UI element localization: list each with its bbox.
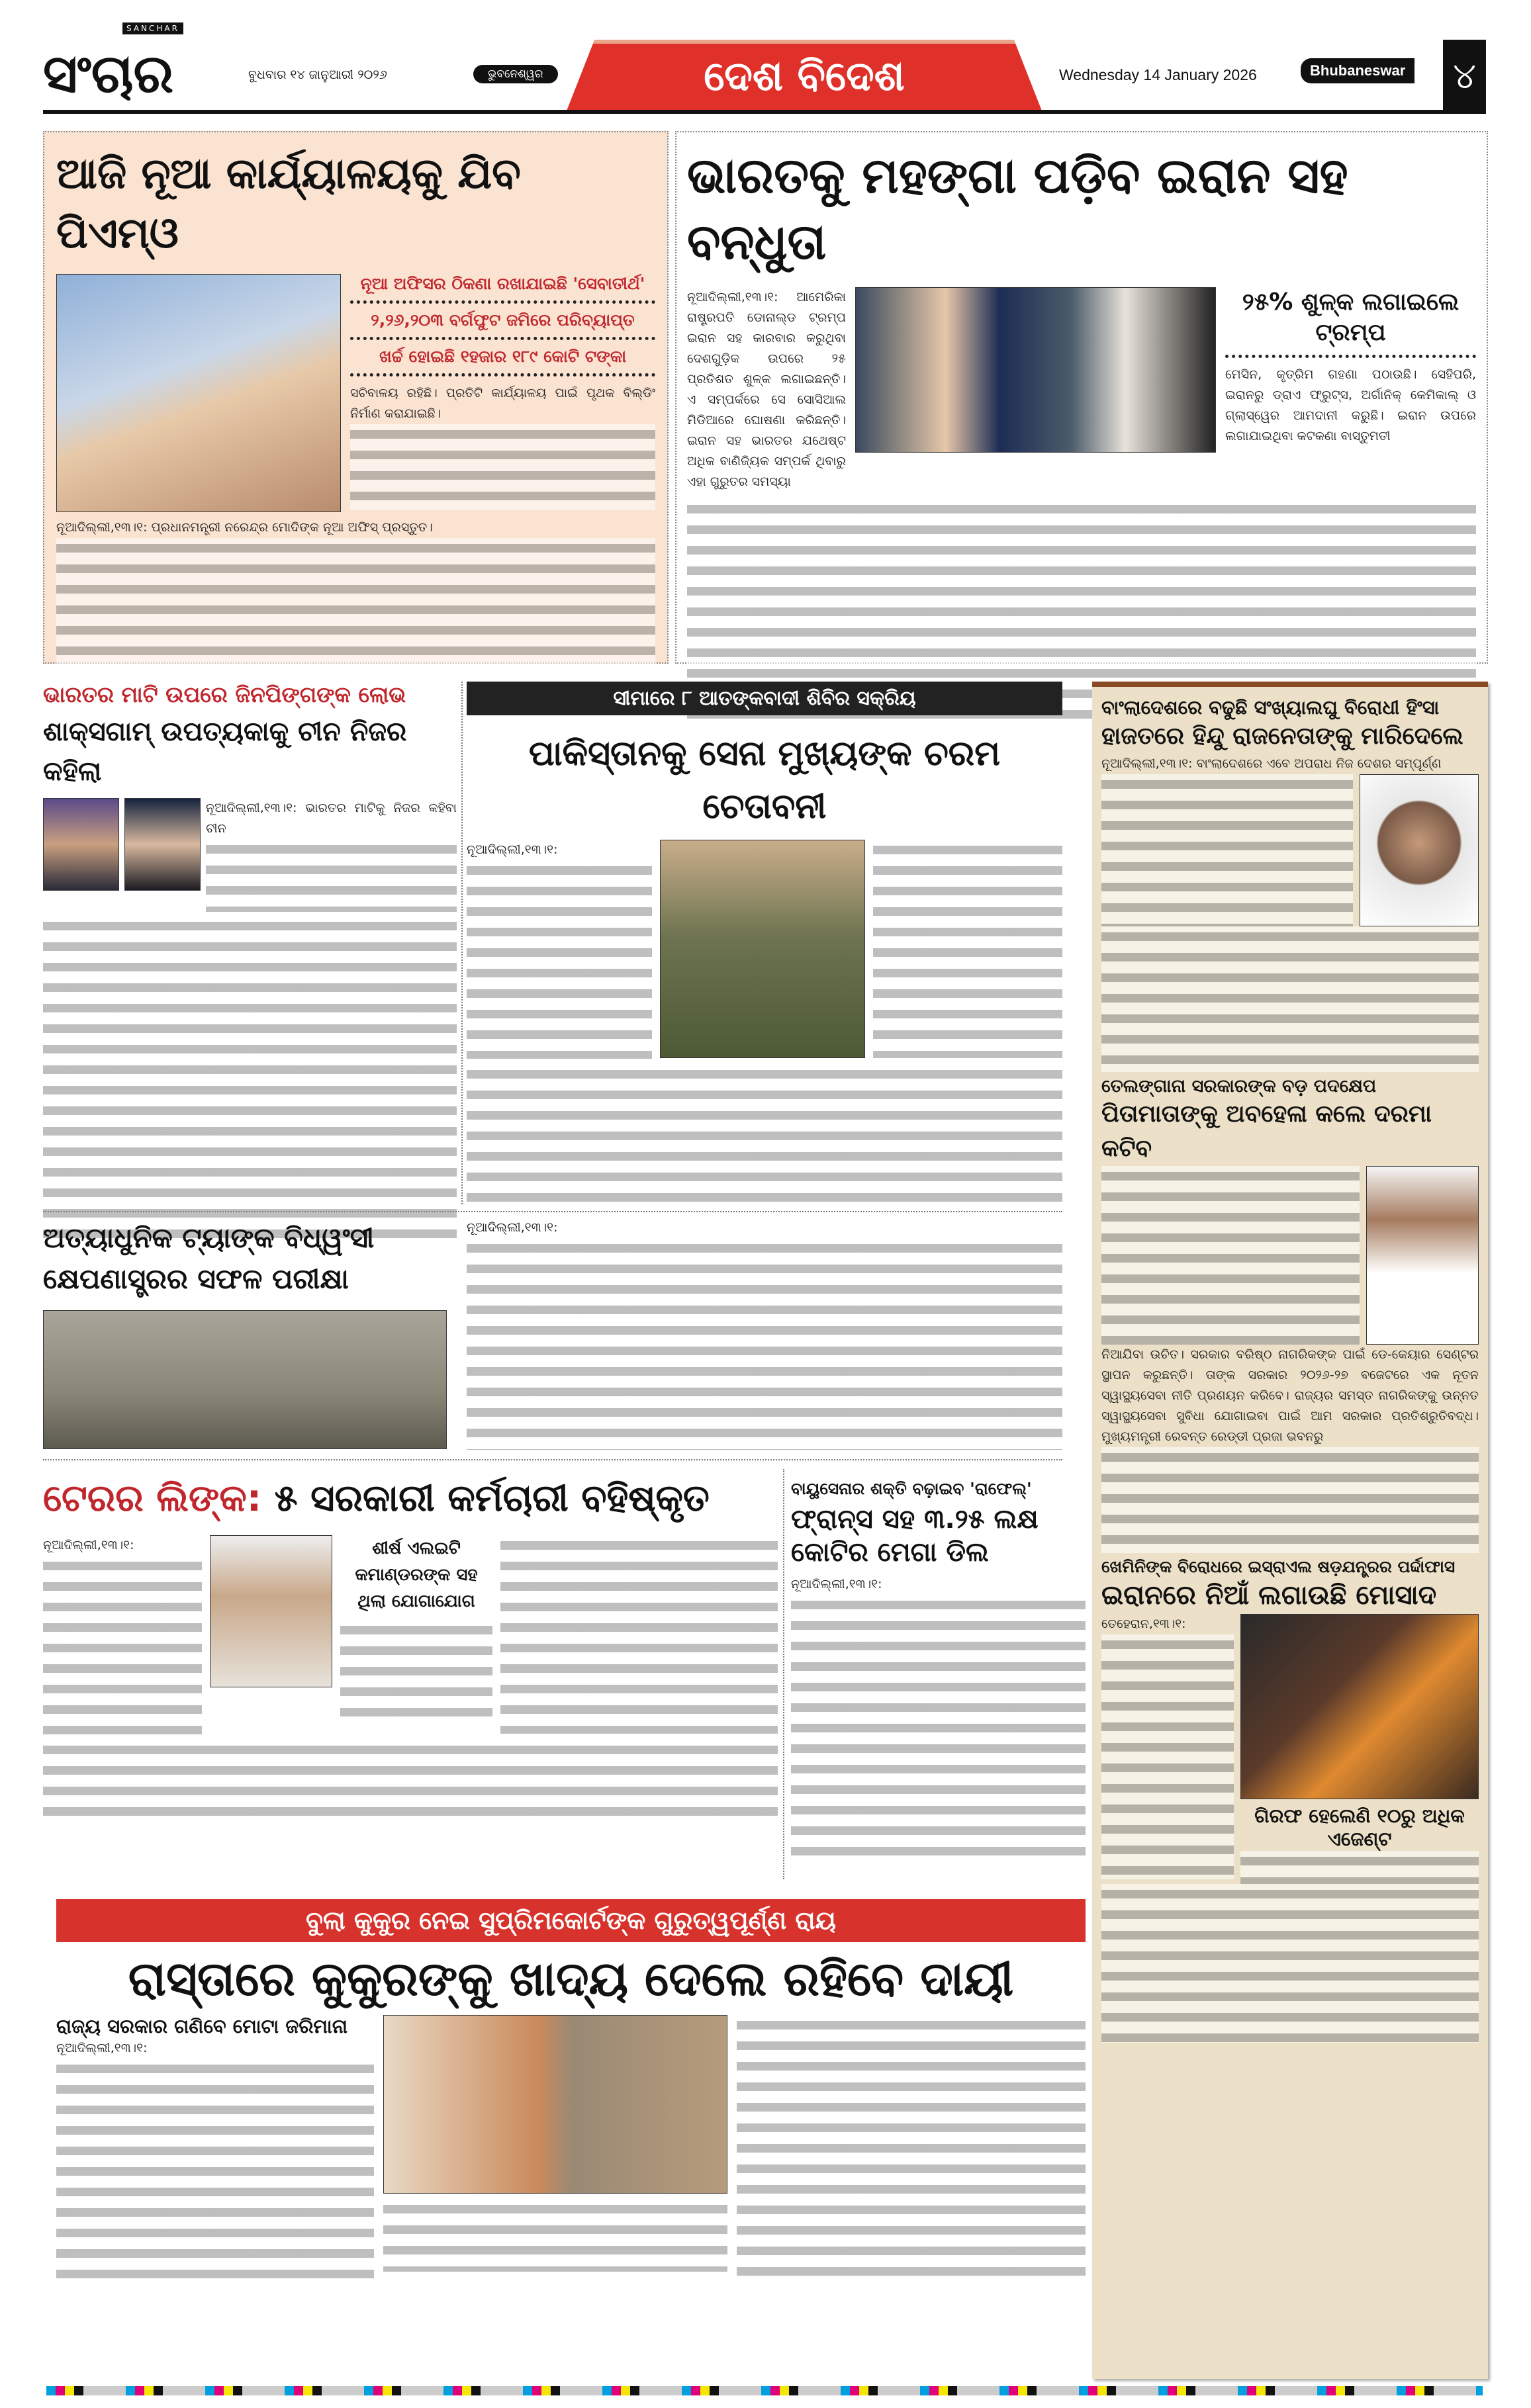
iran-india-side-text: ମେସିନ, କୃତ୍ରିମ ଗହଣା ପଠାଉଛି। ସେହିପରି, ଇରାନରୁ ଡ୍ରାଏ ଫ୍ରୁଟ୍‌ସ, ଅର୍ଗାନିକ୍ କେମିକାଲ୍ ଓ ଗ୍ଲାସ୍‌ୱେର ଆମଦାନୀ କରୁଛି। ଇରାନ ଉପରେ ଲଗାଯାଇଥିବା କଟକଣା ବାସ୍ତୁମତୀ	[1225, 367, 1476, 443]
pmo-lead: ନୂଆଦିଲ୍ଲୀ,୧୩।୧: ପ୍ରଧାନମନ୍ତ୍ରୀ ନରେନ୍ଦ୍ର ମୋଦିଙ୍କ ନୂଆ ଅଫିସ୍ ପ୍ରସ୍ତୁତ।	[56, 520, 433, 535]
terror-story	[43, 1469, 778, 1879]
masthead-rule	[43, 110, 1486, 114]
photo-official-2	[124, 798, 201, 891]
row-divider	[43, 1211, 1062, 1212]
text-block	[43, 916, 457, 1247]
print-color-bar	[46, 2386, 1483, 2395]
photo-revanth-reddy	[1366, 1166, 1479, 1345]
city-odia-pill: ଭୁବନେଶ୍ୱର	[473, 65, 558, 83]
text-block	[467, 1064, 1062, 1210]
photo-pm-modi	[56, 274, 341, 512]
text-block	[1101, 926, 1479, 1072]
mossad-sub: ଗିରଫ ହେଲେଣି ୧୦ରୁ ଅଧିକ ଏଜେଣ୍ଟ	[1254, 1805, 1465, 1850]
text-block	[340, 1620, 492, 1726]
pmo-sub-3: ଖର୍ଚ୍ଚ ହୋଇଛି ୧ହଜାର ୧୮୯ କୋଟି ଟଙ୍କା	[379, 347, 627, 366]
telangana-text: ନିଆଯିବା ଉଚିତ। ସରକାର ବରିଷ୍ଠ ନାଗରିକଙ୍କ ପାଇଁ ଡେ-କେୟାର ସେଣ୍ଟର ସ୍ଥାପନ କରୁଛନ୍ତି। ତାଙ୍କ ସରକାର ୨୦୨୬-୨୭ ବଜେଟରେ ଏକ ନୂତନ ସ୍ୱାସ୍ଥ୍ୟସେବା ନୀତି ପ୍ରଣୟନ କରିବେ। ରାଜ୍ୟର ସମସ୍ତ ନାଗରିକଙ୍କୁ ଉନ୍ନତ ସ୍ୱାସ୍ଥ୍ୟସେବା ସୁବିଧା ଯୋଗାଇବା ପାଇଁ ଆମ ସରକାର ପ୍ରତିଶ୍ରୁତିବଦ୍ଧ। ମୁଖ୍ୟମନ୍ତ୍ରୀ ରେବନ୍ତ ରେଡ୍ଡୀ ପ୍ରଜା ଭବନରୁ	[1101, 1347, 1479, 1444]
terror-headline-red: ଟେରର ଲିଙ୍କ:	[43, 1477, 262, 1520]
bangladesh-headline: ହାଜତରେ ହିନ୍ଦୁ ରାଜନେତାଙ୍କୁ ମାରିଦେଲେ	[1101, 723, 1463, 750]
mossad-lead: ତେହେରାନ,୧୩।୧:	[1101, 1617, 1186, 1631]
pakistan-banner: ସୀମାରେ ୮ ଆତଙ୍କବାଦୀ ଶିବିର ସକ୍ରିୟ	[467, 682, 1062, 715]
dogs-lead: ନୂଆଦିଲ୍ଲୀ,୧୩।୧:	[56, 2041, 148, 2055]
iran-india-lead: ନୂଆଦିଲ୍ଲୀ,୧୩।୧: ଆମେରିକା ରାଷ୍ଟ୍ରପତି ଡୋନାଲ୍ଡ ଟ୍ରମ୍ପ ଇରାନ ସହ କାରବାର କରୁଥିବା ଦେଶଗୁଡ଼ିକ ଉପରେ ୨୫ ପ୍ରତିଶତ ଶୁଳ୍କ ଲଗାଇଛନ୍ତି। ଏ ସମ୍ପର୍କରେ ସେ ସୋସିଆଲ ମିଡିଆରେ ଘୋଷଣା କରିଛନ୍ତି। ଇରାନ ସହ ଭାରତର ଯଥେଷ୍ଟ ଅଧିକ ବାଣିଜ୍ୟିକ ସମ୍ପର୍କ ଥିବାରୁ ଏହା ଗୁରୁତର ସମସ୍ୟା	[687, 290, 846, 489]
text-block	[1101, 1447, 1479, 1553]
pmo-sub-2: ୨,୨୬,୨୦୩ ବର୍ଗଫୁଟ ଜମିରେ ପରିବ୍ୟାପ୍ତ	[371, 310, 635, 330]
logo-tag: SANCHAR	[122, 22, 183, 34]
text-block	[1101, 1884, 1479, 2043]
telangana-headline: ପିତାମାତାଙ୍କୁ ଅବହେଳା କଲେ ଦରମା କଟିବ	[1101, 1100, 1432, 1162]
page-number: ୪	[1443, 40, 1486, 112]
photo-trump-khamenei	[855, 287, 1216, 453]
text-block	[383, 2199, 727, 2272]
photo-iran-protest	[1240, 1614, 1479, 1799]
dogs-sub: ରାଜ୍ୟ ସରକାର ଗଣିବେ ମୋଟା ଜରିମାନା	[56, 2015, 348, 2037]
china-kicker: ଭାରତର ମାଟି ଉପରେ ଜିନପିଙ୍ଗଙ୍କ ଲୋଭ	[43, 682, 406, 707]
pmo-sub-1: ନୂଆ ଅଫିସର ଠିକଣା ରଖାଯାଇଛି 'ସେବାତୀର୍ଥ'	[360, 274, 645, 293]
row-divider	[43, 1459, 1062, 1460]
pakistan-story	[467, 682, 1062, 1204]
masthead	[43, 24, 1486, 112]
mossad-kicker: ଖେମିନିଙ୍କ ବିରୋଧରେ ଇସ୍ରାଏଲ ଷଡ଼ଯନ୍ତ୍ରର ପର୍ଦ୍ଦାଫାସ	[1101, 1557, 1456, 1576]
text-block	[500, 1535, 778, 1734]
missile-story	[43, 1218, 1062, 1456]
rafale-lead: ନୂଆଦିଲ୍ଲୀ,୧୩।୧:	[791, 1577, 882, 1591]
missile-headline: ଅତ୍ୟାଧୁନିକ ଟ୍ୟାଙ୍କ ବିଧ୍ୱଂସୀ କ୍ଷେପଣାସ୍ତ୍ରର ସଫଳ ପରୀକ୍ଷା	[43, 1222, 375, 1295]
text-block	[56, 2059, 374, 2284]
rafale-headline: ଫ୍ରାନ୍ସ ସହ ୩.୨୫ ଲକ୍ଷ କୋଟିର ମେଗା ଡିଲ	[791, 1504, 1039, 1568]
text-block	[206, 839, 457, 912]
right-column	[1092, 682, 1488, 2379]
text-block	[467, 1238, 1062, 1450]
column-divider	[461, 682, 463, 1204]
section-title: ଦେଶ ବିଦେଶ	[704, 52, 905, 100]
missile-lead: ନୂଆଦିଲ୍ଲୀ,୧୩।୧:	[467, 1220, 558, 1235]
column-divider	[783, 1469, 784, 1879]
text-block	[1101, 1634, 1234, 1879]
rafale-story	[791, 1479, 1086, 1883]
text-block	[791, 1595, 1086, 1859]
text-block	[467, 860, 652, 1059]
photo-supreme-court-dogs	[383, 2015, 727, 2194]
pmo-story	[43, 131, 669, 664]
pmo-side-text: ସଚିବାଳୟ ରହିଛି। ପ୍ରତିଟି କାର୍ଯ୍ୟାଳୟ ପାଇଁ ପୃଥକ ବିଲ୍ଡିଂ ନିର୍ମାଣ କରାଯାଇଛି।	[350, 386, 655, 421]
pakistan-headline: ପାକିସ୍ତାନକୁ ସେନା ମୁଖ୍ୟଙ୍କ ଚରମ ଚେତାବନୀ	[528, 734, 1001, 826]
pmo-headline: ଆଜି ନୂଆ କାର୍ଯ୍ୟାଳୟକୁ ଯିବ ପିଏମ୍‌ଓ	[56, 150, 521, 258]
china-story	[43, 682, 457, 1204]
text-block	[737, 2015, 1086, 2280]
photo-missile-test	[43, 1310, 447, 1449]
photo-lg-manoj-sinha	[210, 1535, 332, 1687]
date-english: Wednesday 14 January 2026	[1059, 66, 1257, 83]
text-block	[873, 840, 1062, 1058]
photo-official-1	[43, 798, 119, 891]
bangladesh-lead: ନୂଆଦିଲ୍ଲୀ,୧୩।୧: ବାଂଲାଦେଶରେ ଏବେ ଅପରାଧ ନିଜ ଦେଶର ସମ୍ପୂର୍ଣ୍ଣ	[1101, 756, 1442, 771]
text-block	[56, 538, 655, 664]
photo-army-chief	[660, 840, 865, 1058]
rafale-kicker: ବାୟୁସେନାର ଶକ୍ତି ବଢ଼ାଇବ 'ରାଫେଲ୍'	[791, 1479, 1032, 1498]
iran-india-sub: ୨୫% ଶୁଳ୍କ ଲଗାଇଲେ ଟ୍ରମ୍ପ	[1242, 289, 1460, 346]
text-block	[43, 1740, 778, 1819]
dogs-headline: ରାସ୍ତାରେ କୁକୁରଙ୍କୁ ଖାଦ୍ୟ ଦେଲେ ରହିବେ ଦାୟୀ	[128, 1951, 1014, 2006]
china-headline: ଶାକ୍ସଗାମ୍ ଉପତ୍ୟକାକୁ ଚୀନ ନିଜର କହିଲା	[43, 717, 407, 787]
text-block	[1101, 774, 1353, 926]
pakistan-lead: ନୂଆଦିଲ୍ଲୀ,୧୩।୧:	[467, 842, 558, 857]
iran-india-story	[675, 131, 1488, 664]
date-odia: ବୁଧବାର ୧୪ ଜାନୁଆରୀ ୨୦୨୬	[248, 67, 387, 82]
mossad-headline: ଇରାନରେ ନିଆଁ ଲଗାଉଛି ମୋସାଦ	[1101, 1580, 1437, 1611]
china-lead: ନୂଆଦିଲ୍ଲୀ,୧୩।୧: ଭାରତର ମାଟିକୁ ନିଜର କହିବା ଚୀନ	[206, 801, 457, 836]
bangladesh-kicker: ବାଂଲାଦେଶରେ ବଢୁଛି ସଂଖ୍ୟାଲଘୁ ବିରୋଧୀ ହିଂସା	[1101, 696, 1440, 719]
city-english-pill: Bhubaneswar	[1301, 58, 1415, 83]
text-block	[1240, 1851, 1479, 1884]
telangana-kicker: ତେଲଙ୍ଗାନା ସରକାରଙ୍କ ବଡ଼ ପଦକ୍ଷେପ	[1101, 1076, 1377, 1096]
terror-lead: ନୂଆଦିଲ୍ଲୀ,୧୩।୧:	[43, 1538, 134, 1552]
text-block	[43, 1556, 202, 1734]
iran-india-headline: ଭାରତକୁ ମହଙ୍ଗା ପଡ଼ିବ ଇରାନ ସହ ବନ୍ଧୁତା	[687, 148, 1348, 271]
dogs-story	[56, 1899, 1086, 2376]
dogs-banner: ବୁଲା କୁକୁର ନେଇ ସୁପ୍ରିମକୋର୍ଟଙ୍କ ଗୁରୁତ୍ୱପୂର୍ଣ୍ଣ ରାୟ	[56, 1899, 1086, 1942]
text-block	[350, 424, 655, 510]
terror-sub: ଶୀର୍ଷ ଏଲଇଟି କମାଣ୍ଡରଙ୍କ ସହ ଥିଲା ଯୋଗାଯୋଗ	[355, 1538, 478, 1611]
text-block	[1101, 1166, 1360, 1345]
logo[interactable]: ସଂଚାର	[43, 43, 174, 105]
photo-hindu-leader	[1360, 774, 1479, 926]
terror-headline: ୫ ସରକାରୀ କର୍ମଚାରୀ ବହିଷ୍କୃତ	[274, 1477, 710, 1520]
